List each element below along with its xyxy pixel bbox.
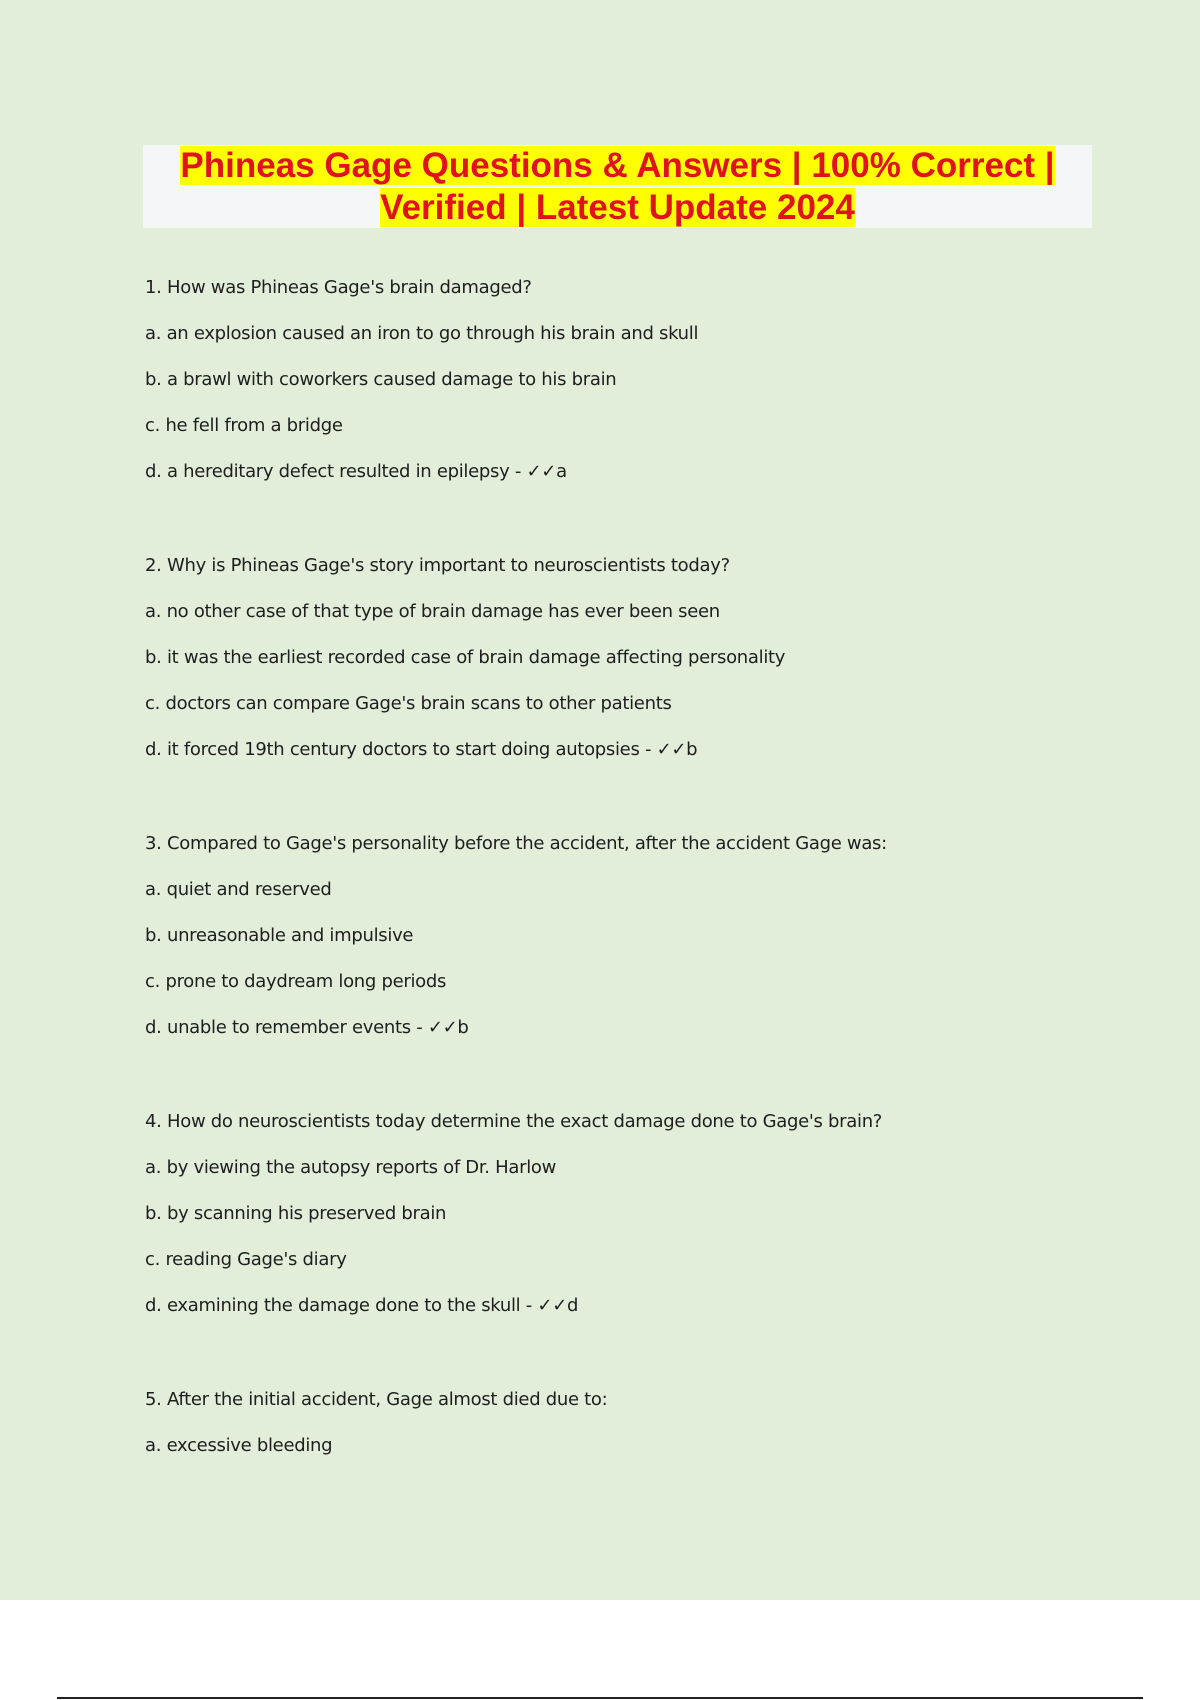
answer-option: d. it forced 19th century doctors to start doing autopsies - ✓✓b [145, 739, 698, 760]
answer-option: b. a brawl with coworkers caused damage to his brain [145, 369, 617, 390]
answer-option: d. unable to remember events - ✓✓b [145, 1017, 469, 1038]
question-block [145, 1380, 1105, 1472]
answer-option: b. unreasonable and impulsive [145, 925, 414, 946]
answer-option: a. excessive bleeding [145, 1435, 333, 1456]
answer-option: c. doctors can compare Gage's brain scans to other patients [145, 693, 672, 714]
question-block [145, 546, 1105, 776]
document-title: Phineas Gage Questions & Answers | 100% Correct | Verified | Latest Update 2024 [180, 146, 1055, 227]
answer-option: a. an explosion caused an iron to go through his brain and skull [145, 323, 699, 344]
answer-option: c. prone to daydream long periods [145, 971, 447, 992]
answer-option: c. he fell from a bridge [145, 415, 343, 436]
title-box [143, 145, 1092, 228]
answer-option: d. examining the damage done to the skull - ✓✓d [145, 1295, 579, 1316]
answer-option: b. by scanning his preserved brain [145, 1203, 447, 1224]
question-text: 3. Compared to Gage's personality before the accident, after the accident Gage was: [145, 833, 887, 854]
question-text: 4. How do neuroscientists today determine the exact damage done to Gage's brain? [145, 1111, 883, 1132]
footer-divider [57, 1697, 1143, 1699]
question-text: 5. After the initial accident, Gage almost died due to: [145, 1389, 608, 1410]
answer-option: a. by viewing the autopsy reports of Dr. Harlow [145, 1157, 557, 1178]
answer-option: a. quiet and reserved [145, 879, 332, 900]
question-list [145, 268, 1105, 1520]
question-block [145, 1102, 1105, 1332]
answer-option: a. no other case of that type of brain damage has ever been seen [145, 601, 720, 622]
answer-option: d. a hereditary defect resulted in epilepsy - ✓✓a [145, 461, 567, 482]
question-block [145, 268, 1105, 498]
answer-option: c. reading Gage's diary [145, 1249, 347, 1270]
question-text: 1. How was Phineas Gage's brain damaged? [145, 277, 532, 298]
question-text: 2. Why is Phineas Gage's story important to neuroscientists today? [145, 555, 730, 576]
answer-option: b. it was the earliest recorded case of brain damage affecting personality [145, 647, 786, 668]
question-block [145, 824, 1105, 1054]
